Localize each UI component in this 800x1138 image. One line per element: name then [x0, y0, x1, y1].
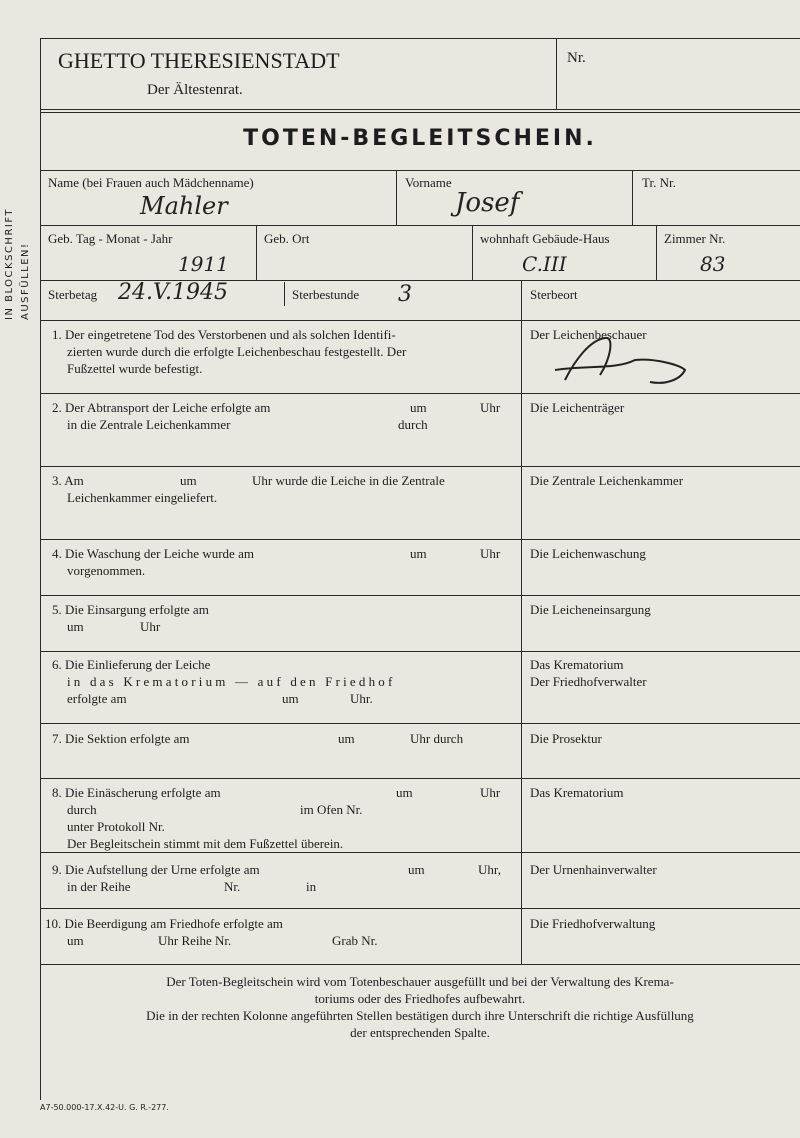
- row-2-line-1: 2. Der Abtransport der Leiche erfolgte am: [52, 400, 271, 415]
- side-line-2: AUSFÜLLEN!: [20, 242, 31, 320]
- gebaeude-handwritten: C.III: [522, 252, 567, 276]
- sterbestunde-handwritten: 3: [398, 282, 412, 307]
- row-6-line-2: in das Krematorium — auf den Friedhof: [67, 674, 396, 689]
- org-sub: Der Ältestenrat.: [147, 82, 243, 98]
- nr-label: Nr.: [567, 50, 586, 66]
- side-line-1: IN BLOCKSCHRIFT: [4, 207, 15, 320]
- grid-line: [40, 908, 800, 909]
- row-10-uhr-reihe: Uhr Reihe Nr.: [158, 933, 232, 948]
- row-2-uhr: Uhr: [480, 400, 501, 415]
- grid-line: [40, 964, 800, 965]
- row-6-right: Das Krematorium: [530, 657, 624, 672]
- row-5-line-1: 5. Die Einsargung erfolgte am: [52, 602, 209, 617]
- row-4-um: um: [410, 546, 427, 561]
- row-1-right: Der Leichenbeschauer: [530, 327, 647, 342]
- row-7-line-1: 7. Die Sektion erfolgte am: [52, 731, 190, 746]
- row-8-uhr: Uhr: [480, 785, 501, 800]
- row-8-line-1: 8. Die Einäscherung erfolgte am: [52, 785, 221, 800]
- row-9-right: Der Urnenhainverwalter: [530, 862, 657, 877]
- grid-line: [40, 539, 800, 540]
- row-4-right: Die Leichenwaschung: [530, 546, 646, 561]
- row-10-right: Die Friedhofverwaltung: [530, 916, 656, 931]
- org-name: GHETTO THERESIENSTADT: [58, 48, 340, 73]
- grid-v: [396, 170, 397, 225]
- row-2-um: um: [410, 400, 427, 415]
- print-code: A7-50.000-17.X.42-U. G. R.-277.: [40, 1103, 169, 1112]
- page-title: TOTEN-BEGLEITSCHEIN.: [243, 126, 597, 151]
- row-7-um: um: [338, 731, 355, 746]
- frame-left: [40, 38, 41, 1100]
- wohnhaft-label: wohnhaft Gebäude-Haus: [480, 231, 610, 246]
- row-4-line-1: 4. Die Waschung der Leiche wurde am: [52, 546, 254, 561]
- row-8-line-2: durch: [67, 802, 97, 817]
- row-10-line-1: 10. Die Beerdigung am Friedhofe erfolgte am: [45, 916, 283, 931]
- grid-line: [40, 320, 800, 321]
- row-5-line-2: um: [67, 619, 84, 634]
- grid-line: [40, 852, 800, 853]
- row-7-uhr: Uhr durch: [410, 731, 464, 746]
- row-3-uhr-text: Uhr wurde die Leiche in die Zentrale: [252, 473, 445, 488]
- name-handwritten: Mahler: [140, 192, 228, 220]
- row-9-line-1: 9. Die Aufstellung der Urne erfolgte am: [52, 862, 260, 877]
- row-8-um: um: [396, 785, 413, 800]
- grid-v: [656, 225, 657, 280]
- zimmer-label: Zimmer Nr.: [664, 231, 726, 246]
- row-10-grab: Grab Nr.: [332, 933, 378, 948]
- row-3-right: Die Zentrale Leichenkammer: [530, 473, 684, 488]
- frame-top: [40, 38, 800, 39]
- sterbestunde-label: Sterbestunde: [292, 287, 360, 302]
- row-6-uhr: Uhr.: [350, 691, 373, 706]
- row-8-ofen: im Ofen Nr.: [300, 802, 363, 817]
- name-label: Name (bei Frauen auch Mädchenname): [48, 175, 254, 190]
- row-2-right: Die Leichenträger: [530, 400, 625, 415]
- geb-ort-label: Geb. Ort: [264, 231, 310, 246]
- row-6-line-1: 6. Die Einlieferung der Leiche: [52, 657, 211, 672]
- row-1-line-1: 1. Der eingetretene Tod des Verstorbenen und als solchen Identifi-: [52, 327, 396, 342]
- grid-line: [40, 393, 800, 394]
- row-5-uhr: Uhr: [140, 619, 161, 634]
- row-3-line-1: 3. Am: [52, 473, 84, 488]
- grid-v: [284, 282, 285, 306]
- row-4-uhr: Uhr: [480, 546, 501, 561]
- header-divider: [556, 38, 557, 110]
- sterbetag-handwritten: 24.V.1945: [118, 280, 229, 305]
- sterbeort-label: Sterbeort: [530, 287, 578, 302]
- grid-line: [40, 595, 800, 596]
- row-3-um: um: [180, 473, 197, 488]
- grid-v: [472, 225, 473, 280]
- row-8-line-3: unter Protokoll Nr.: [67, 819, 165, 834]
- grid-line: [40, 651, 800, 652]
- geb-jahr-handwritten: 1911: [178, 252, 229, 276]
- row-1-line-3: Fußzettel wurde befestigt.: [67, 361, 203, 376]
- grid-line: [40, 778, 800, 779]
- right-column-divider: [521, 280, 522, 964]
- trnr-label: Tr. Nr.: [642, 175, 676, 190]
- row-10-line-2: um: [67, 933, 84, 948]
- row-9-nr: Nr.: [224, 879, 241, 894]
- header-bottom-2: [40, 112, 800, 113]
- grid-v: [256, 225, 257, 280]
- geb-tag-label: Geb. Tag - Monat - Jahr: [48, 231, 173, 246]
- row-8-right: Das Krematorium: [530, 785, 624, 800]
- footer-line-3: Die in der rechten Kolonne angeführten Stellen bestätigen durch ihre Unterschrift die richtige Ausfüllung: [146, 1008, 694, 1023]
- row-8-line-4: Der Begleitschein stimmt mit dem Fußzettel überein.: [67, 836, 344, 851]
- row-9-um: um: [408, 862, 425, 877]
- row-6-um: um: [282, 691, 299, 706]
- row-1-line-2: zierten wurde durch die erfolgte Leichenbeschau festgestellt. Der: [67, 344, 407, 359]
- vorname-label: Vorname: [405, 175, 452, 190]
- grid-line: [40, 225, 800, 226]
- row-9-uhr: Uhr,: [478, 862, 501, 877]
- footer-line-2: toriums oder des Friedhofes aufbewahrt.: [314, 991, 526, 1006]
- row-7-right: Die Prosektur: [530, 731, 602, 746]
- zimmer-handwritten: 83: [700, 252, 726, 276]
- side-instruction: [4, 170, 40, 320]
- footer-line-1: Der Toten-Begleitschein wird vom Totenbeschauer ausgefüllt und bei der Verwaltung des Krema-: [166, 974, 674, 989]
- row-5-right: Die Leicheneinsargung: [530, 602, 651, 617]
- grid-v: [632, 170, 633, 225]
- row-3-line-2: Leichenkammer eingeliefert.: [67, 490, 218, 505]
- row-4-line-2: vorgenommen.: [67, 563, 146, 578]
- signature-scribble: [545, 330, 695, 386]
- grid-line: [40, 170, 800, 171]
- grid-line: [40, 723, 800, 724]
- grid-line: [40, 466, 800, 467]
- row-2-durch: durch: [398, 417, 428, 432]
- sterbetag-label: Sterbetag: [48, 287, 98, 302]
- footer-line-4: der entsprechenden Spalte.: [350, 1025, 490, 1040]
- vorname-handwritten: Josef: [455, 188, 520, 218]
- row-9-line-2: in der Reihe: [67, 879, 131, 894]
- row-6-line-3: erfolgte am: [67, 691, 127, 706]
- row-6-right-2: Der Friedhofverwalter: [530, 674, 647, 689]
- row-9-in: in: [306, 879, 317, 894]
- row-2-line-2: in die Zentrale Leichenkammer: [67, 417, 231, 432]
- header-bottom: [40, 109, 800, 110]
